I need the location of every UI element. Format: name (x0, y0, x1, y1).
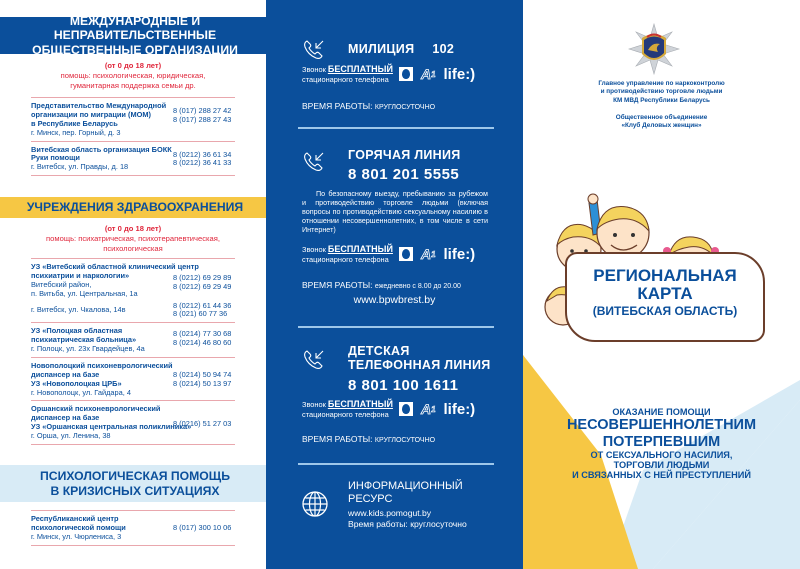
worktime-label: ВРЕМЯ РАБОТЫ: (302, 101, 373, 111)
incoming-call-icon (302, 348, 326, 372)
phone-number[interactable]: 8 (021) 60 77 36 (173, 309, 228, 319)
police-title (348, 42, 454, 56)
free-call-prefix: Звонок (302, 245, 326, 254)
hotline-worktime (302, 280, 461, 290)
age-range: (от 0 до 18 лет) (104, 61, 162, 70)
org-name: Оршанский психоневрологический (31, 404, 161, 414)
org-name: Руки помощи (31, 153, 80, 163)
divider (298, 127, 494, 129)
org-address: г. Орша, ул. Ленина, 38 (31, 431, 111, 440)
section-header-healthcare (0, 197, 270, 218)
phone-number[interactable]: 8 (017) 300 10 06 (173, 523, 232, 532)
free-call-prefix: Звонок (302, 400, 326, 409)
contact-list (31, 510, 235, 546)
right-panel (523, 0, 800, 569)
a1-logo-icon: A 1 (420, 66, 436, 83)
phone-number[interactable]: 8 (0214) 46 80 60 (173, 338, 232, 348)
children-line-title (348, 344, 491, 373)
free-call-text (302, 64, 393, 85)
tagline-line: ПОТЕРПЕВШИМ (602, 433, 721, 450)
org-name: УЗ «Витебский областной клинический центр (31, 262, 199, 271)
org-address: г. Новополоцк, ул. Гайдара, 4 (31, 387, 131, 397)
children-line-number[interactable]: 8 801 100 1611 (348, 377, 459, 394)
section-title-line: В КРИЗИСНЫХ СИТУАЦИЯХ (50, 483, 220, 498)
free-call-text (302, 399, 393, 420)
map-title (565, 267, 765, 317)
contact-entry (31, 357, 235, 401)
section-title-line: ПСИХОЛОГИЧЕСКАЯ ПОМОЩЬ (40, 469, 230, 484)
org-name: УЗ «Полоцкая областная (31, 326, 123, 336)
title-line: ИНФОРМАЦИОННЫЙ (348, 480, 463, 492)
org-name: психологической помощи (31, 522, 126, 532)
worktime-value: КРУГЛОСУТОЧНО (374, 104, 436, 111)
phone-number[interactable]: 8 (0212) 61 44 36 (173, 300, 232, 310)
incoming-call-icon (302, 38, 326, 62)
divider (298, 326, 494, 328)
life-logo-icon: life:) (443, 65, 476, 83)
org-address: п. Витьба, ул. Центральная, 1а (31, 288, 138, 298)
contact-entry (31, 510, 235, 546)
contact-list (31, 258, 235, 445)
org-name: Представительство Международной (31, 101, 167, 110)
tagline-line: ТОРГОВЛИ ЛЮДЬМИ (613, 460, 710, 471)
hotline-title: ГОРЯЧАЯ ЛИНИЯ (348, 148, 461, 162)
a1-logo-icon: A 1 (420, 246, 436, 263)
free-call-suffix: стационарного телефона (302, 75, 389, 85)
contact-list (31, 97, 235, 176)
contact-entry (31, 97, 235, 141)
free-call-word: БЕСПЛАТНЫЙ (327, 64, 393, 74)
age-range: (от 0 до 18 лет) (104, 224, 162, 233)
help-types: гуманитарная поддержка семьи др. (70, 80, 196, 90)
police-worktime (302, 101, 435, 111)
phone-number[interactable]: 8 (017) 288 27 43 (173, 114, 232, 124)
map-title-line: РЕГИОНАЛЬНАЯ (593, 266, 737, 285)
police-number[interactable]: 102 (432, 42, 455, 56)
map-region: (ВИТЕБСКАЯ ОБЛАСТЬ) (592, 303, 738, 318)
section-header-crisis (0, 465, 270, 502)
org-address: г. Витебск, ул. Чкалова, 14в (31, 304, 126, 314)
mts-logo-icon (399, 67, 413, 81)
org-name: в Республике Беларусь (31, 118, 118, 128)
org-name: психиатрии и наркологии» (31, 270, 130, 280)
tagline-line: ОТ СЕКСУАЛЬНОГО НАСИЛИЯ, (590, 449, 733, 460)
title-line: ДЕТСКАЯ (348, 344, 410, 358)
mts-logo-icon (399, 402, 413, 416)
free-call-suffix: стационарного телефона (302, 410, 389, 420)
worktime-label: ВРЕМЯ РАБОТЫ: (302, 280, 373, 290)
ngo-name (523, 114, 800, 131)
hotline-url-link[interactable]: www.bpwbrest.by (353, 294, 436, 306)
org-name: УЗ «Оршанская центральная поликлиника» (31, 422, 192, 432)
section-header-ngo (0, 14, 270, 57)
org-address: г. Полоцк, ул. 23х Гвардейцев, 4а (31, 344, 145, 353)
phone-number[interactable]: 8 (0216) 51 27 03 (173, 419, 232, 429)
children-line-worktime (302, 434, 435, 444)
tagline-line: И СВЯЗАННЫХ С НЕЙ ПРЕСТУПЛЕНИЙ (572, 470, 751, 481)
title-line: РЕСУРС (348, 493, 393, 506)
org-address: г. Минск, пер. Горный, д. 3 (31, 127, 121, 137)
info-worktime: Время работы: круглосуточно (348, 519, 467, 529)
help-types: помощь: психологическая, юридическая, (60, 70, 206, 80)
free-call-prefix: Звонок (302, 65, 326, 74)
worktime-label: ВРЕМЯ РАБОТЫ: (302, 434, 373, 444)
ngo-line: «Клуб Деловых женщин» (621, 122, 702, 130)
phone-number[interactable]: 8 (0214) 77 30 68 (173, 329, 232, 339)
tagline-line: ОКАЗАНИЕ ПОМОЩИ (612, 407, 711, 417)
section-title-line: ОБЩЕСТВЕННЫЕ ОРГАНИЗАЦИИ (32, 42, 238, 57)
info-url-link[interactable]: www.kids.pomogut.by (348, 508, 432, 518)
ngo-line: Общественное объединение (615, 114, 708, 121)
org-name: Республиканский центр (31, 514, 119, 523)
tagline (523, 407, 800, 481)
org-address: Витебский район, (31, 279, 92, 289)
agency-line: КМ МВД Республики Беларусь (613, 96, 710, 104)
info-resource-title (348, 480, 463, 506)
hotline-description: По безопасному выезду, пребыванию за рубежом и противодействию торговле людьми (включая вопросы по противодействию сексуальному насилию в отношении несовершеннолетних, в том числе в сети Интернет) (302, 189, 488, 234)
free-call-suffix: стационарного телефона (302, 255, 389, 265)
contact-entry (31, 258, 235, 322)
phone-number[interactable]: 8 (0212) 36 41 33 (173, 158, 232, 168)
contact-entry (31, 400, 235, 445)
phone-number[interactable]: 8 (017) 288 27 42 (173, 106, 232, 115)
free-call-word: БЕСПЛАТНЫЙ (327, 399, 393, 409)
left-panel (0, 0, 266, 569)
agency-name (523, 80, 800, 105)
section-title-line: УЧРЕЖДЕНИЯ ЗДРАВООХРАНЕНИЯ (26, 200, 244, 215)
hotline-number[interactable]: 8 801 201 5555 (348, 166, 460, 183)
free-call-row (302, 399, 475, 420)
contact-entry (31, 141, 235, 177)
mts-logo-icon (399, 247, 413, 261)
section-title-line: МЕЖДУНАРОДНЫЕ И НЕПРАВИТЕЛЬСТВЕННЫЕ (53, 14, 217, 43)
worktime-value: ежедневно с 8.00 до 20.00 (374, 283, 461, 290)
org-address: г. Минск, ул. Чюрлениса, 3 (31, 531, 122, 541)
free-call-word: БЕСПЛАТНЫЙ (327, 244, 393, 254)
police-label: МИЛИЦИЯ (348, 42, 415, 56)
map-title-line: КАРТА (637, 283, 693, 303)
ministry-emblem-icon (627, 22, 681, 76)
incoming-call-icon (302, 150, 326, 174)
life-logo-icon: life:) (443, 400, 476, 418)
section-subheading (0, 61, 266, 91)
phone-number[interactable]: 8 (0212) 69 29 49 (173, 281, 232, 291)
divider (298, 463, 494, 465)
org-name: диспансер на базе (31, 369, 100, 379)
help-types: помощь: психатрическая, психотерапевтическая, (46, 233, 220, 243)
title-line: ТЕЛЕФОННАЯ ЛИНИЯ (348, 358, 491, 373)
phone-number[interactable]: 8 (0214) 50 13 97 (173, 378, 232, 388)
agency-line: Главное управление по наркоконтролю (598, 80, 725, 87)
tagline-line: НЕСОВЕРШЕННОЛЕТНИМ (566, 417, 757, 434)
a1-logo-icon: A 1 (420, 401, 436, 418)
org-name: Витебская область организация БОКК (31, 144, 172, 154)
free-call-row (302, 244, 475, 265)
middle-panel (266, 0, 523, 569)
worktime-value: КРУГЛОСУТОЧНО (374, 437, 436, 444)
globe-icon (301, 490, 329, 518)
free-call-row (302, 64, 475, 85)
org-name: психиатрическая больница» (31, 335, 137, 345)
phone-number[interactable]: 8 (0212) 36 61 34 (173, 149, 232, 159)
org-name: Новополоцкий психоневрологический (31, 360, 173, 370)
agency-line: и противодействию торговле людьми (600, 88, 723, 96)
phone-number[interactable]: 8 (0214) 50 94 74 (173, 369, 232, 379)
phone-number[interactable]: 8 (0212) 69 29 89 (173, 272, 232, 282)
org-name: УЗ «Новополоцкая ЦРБ» (31, 378, 122, 388)
section-subheading (0, 224, 266, 254)
org-name: диспансер на базе (31, 413, 100, 423)
life-logo-icon: life:) (443, 245, 476, 263)
help-types: психологическая (103, 243, 163, 253)
contact-entry (31, 322, 235, 357)
org-address: г. Витебск, ул. Правды, д. 18 (31, 162, 129, 172)
org-name: организации по миграции (МОМ) (31, 109, 152, 119)
free-call-text (302, 244, 393, 265)
